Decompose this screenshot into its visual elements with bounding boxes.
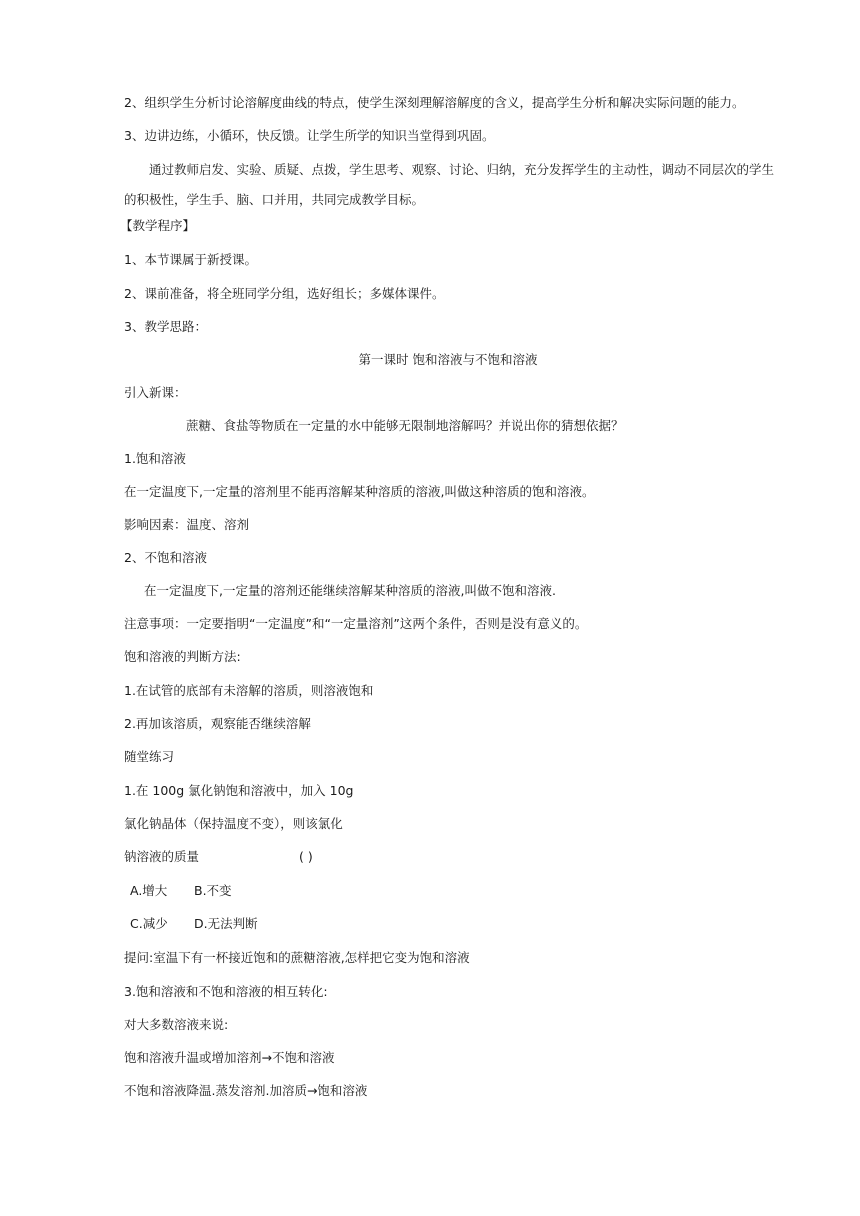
- conversion-heading: 3.饱和溶液和不饱和溶液的相互转化:: [124, 984, 328, 999]
- intro-question: 蔗糖、食盐等物质在一定量的水中能够无限制地溶解吗？并说出你的猜想依据？: [186, 418, 624, 433]
- conversion-line-2: 不饱和溶液降温.蒸发溶剂.加溶质→饱和溶液: [124, 1083, 368, 1098]
- lesson-title: 第一课时 饱和溶液与不饱和溶液: [358, 352, 538, 367]
- option-a: A.增大: [130, 883, 168, 898]
- method-paragraph: 通过教师启发、实验、质疑、点拨，学生思考、观察、讨论、归纳，充分发挥学生的主动性，调动不同层次的学生的积极性，学生手、脑、口并用，共同完成教学目标。: [124, 162, 775, 207]
- judge-item-1: 1.在试管的底部有未溶解的溶质，则溶液饱和: [124, 683, 374, 698]
- judge-item-2: 2.再加该溶质，观察能否继续溶解: [124, 716, 311, 731]
- unsaturated-heading: 2、不饱和溶液: [124, 550, 207, 565]
- practice-question-line-2: 氯化钠晶体（保持温度不变），则该氯化: [124, 816, 343, 831]
- note-text: 注意事项：一定要指明“一定温度”和“一定量溶剂”这两个条件，否则是没有意义的。: [124, 616, 588, 631]
- goal-item-2: 2、组织学生分析讨论溶解度曲线的特点，使学生深刻理解溶解度的含义，提高学生分析和解决实际问题的能力。: [124, 95, 745, 110]
- answer-blank: ( ): [299, 849, 313, 864]
- procedure-item-1: 1、本节课属于新授课。: [124, 252, 257, 267]
- options-row-2: [130, 916, 258, 932]
- influencing-factors: 影响因素：温度、溶剂: [124, 517, 250, 532]
- option-c: C.减少: [130, 916, 168, 931]
- option-b: B.不变: [194, 883, 232, 898]
- conversion-scope: 对大多数溶液来说:: [124, 1017, 229, 1032]
- conversion-line-1: 饱和溶液升温或增加溶剂→不饱和溶液: [124, 1050, 335, 1065]
- saturated-definition: 在一定温度下,一定量的溶剂里不能再溶解某种溶质的溶液,叫做这种溶质的饱和溶液。: [124, 484, 595, 499]
- prompt-question: 提问:室温下有一杯接近饱和的蔗糖溶液,怎样把它变为饱和溶液: [124, 950, 470, 965]
- option-d: D.无法判断: [194, 916, 258, 931]
- saturated-heading: 1.饱和溶液: [124, 451, 186, 466]
- practice-question-line-1: 1.在 100g 氯化钠饱和溶液中，加入 10g: [124, 783, 354, 798]
- practice-heading: 随堂练习: [124, 749, 175, 764]
- intro-label: 引入新课：: [124, 385, 187, 400]
- procedure-heading: 【教学程序】: [120, 218, 196, 233]
- procedure-item-2: 2、课前准备，将全班同学分组，选好组长；多媒体课件。: [124, 286, 445, 301]
- goal-item-3: 3、边讲边练，小循环，快反馈。让学生所学的知识当堂得到巩固。: [124, 128, 495, 143]
- practice-question-text: 钠溶液的质量: [124, 849, 200, 864]
- judge-heading: 饱和溶液的判断方法:: [124, 649, 241, 664]
- procedure-item-3: 3、教学思路：: [124, 319, 207, 334]
- options-row-1: [130, 883, 232, 899]
- unsaturated-definition: 在一定温度下,一定量的溶剂还能继续溶解某种溶质的溶液,叫做不饱和溶液.: [144, 583, 556, 598]
- practice-question-line-3: [124, 849, 313, 865]
